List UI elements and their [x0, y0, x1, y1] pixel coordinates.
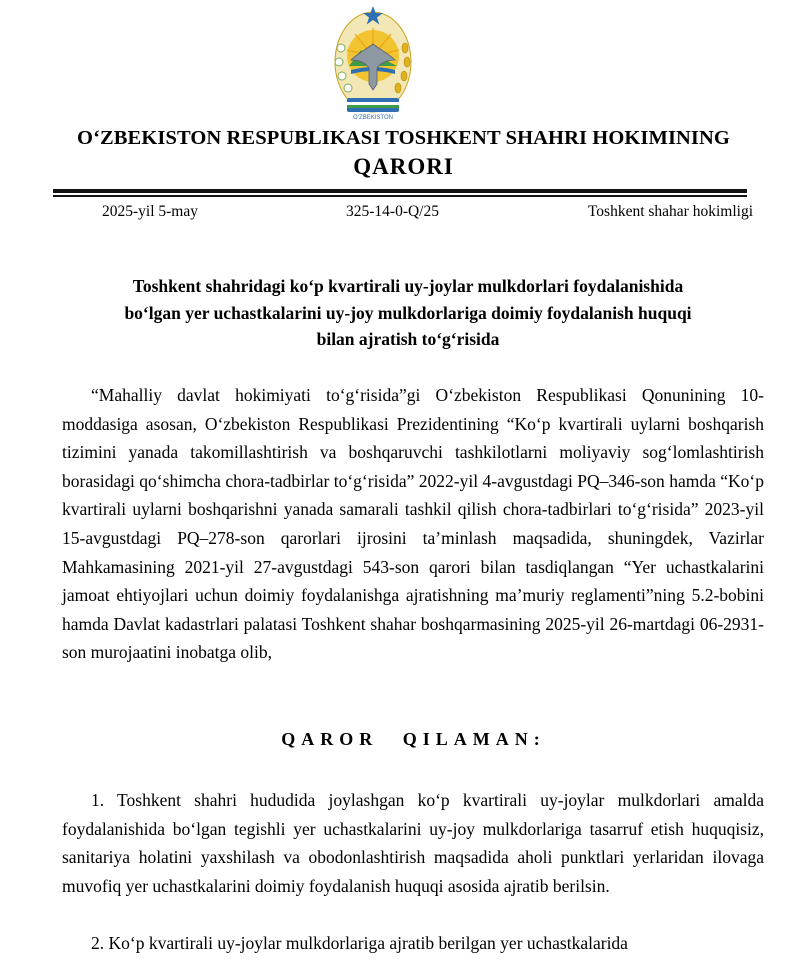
- document-type: QARORI: [353, 154, 454, 179]
- decree-date: 2025-yil 5-may: [102, 203, 198, 220]
- svg-text:O‘ZBEKISTON: O‘ZBEKISTON: [353, 115, 393, 121]
- subject-line: bo‘lgan yer uchastkalarini uy-joy mulkdorlariga doimiy foydalanish huquqi: [124, 302, 692, 323]
- preamble-paragraph: “Mahalliy davlat hokimiyati to‘g‘risida”gi O‘zbekiston Respublikasi Qonunining 10-moddasiga asosan, O‘zbekiston Respublikasi Prezidentining “Ko‘p kvartirali uylarni boshqarish tizimini yanada takomillashtirish va boshqaruvchi tashkilotlarni moliyaviy sog‘lomlashtirish borasidagi qo‘shimcha chora-tadbirlar to‘g‘risida” 2022-yil 4-avgustdagi PQ–346-son hamda “Ko‘p kvartirali uylarni boshqarishni yanada samarali tashkil qilish chora-tadbirlari to‘g‘risida” 2023-yil 15-avgustdagi PQ–278-son qarorlari ijrosini ta’minlash maqsadida, shuningdek, Vazirlar Mahkamasining 2021-yil 27-avgustdagi 543-son qarori bilan tasdiqlangan “Yer uchastkalarini jamoat ehtiyojlari uchun doimiy foydalanishga ajratishning ma’muriy reglamenti”ning 5.2-bobini hamda Davlat kadastrlari palatasi Toshkent shahar boshqarmasining 2025-yil 26-martdagi 06-2931-son murojaatini inobatga olib,: [62, 385, 764, 663]
- decision-heading: QAROR QILAMAN:: [281, 729, 546, 749]
- organization-title: O‘ZBEKISTON RESPUBLIKASI TOSHKENT SHAHRI HOKIMINING: [77, 127, 730, 149]
- uzbekistan-state-emblem-icon: [333, 4, 413, 122]
- clause-2-paragraph: 2. Ko‘p kvartirali uy-joylar mulkdorlariga ajratib berilgan yer uchastkalarida: [91, 933, 628, 953]
- header-divider-thin: [53, 195, 747, 197]
- clause-1-paragraph: 1. Toshkent shahri hududida joylashgan ko‘p kvartirali uy-joylar mulkdorlari amalda foydalanishida bo‘lgan tegishli yer uchastkalarini uy-joy mulkdorlariga tasarruf etish huquqisiz, sanitariya holatini yaxshilash va obodonlashtirish maqsadida aholi punktlari yerlaridan ilovaga muvofiq yer uchastkalarini doimiy foydalanish huquqi asosida ajratib berilsin.: [62, 790, 764, 896]
- subject-line: bilan ajratish to‘g‘risida: [316, 329, 500, 349]
- header-divider-thick: [53, 189, 747, 193]
- decree-subject: [56, 273, 760, 353]
- decree-number: 325-14-0-Q/25: [346, 203, 439, 220]
- subject-line: Toshkent shahridagi ko‘p kvartirali uy-joylar mulkdorlari foydalanishida: [132, 276, 684, 296]
- issuing-authority: Toshkent shahar hokimligi: [587, 203, 753, 220]
